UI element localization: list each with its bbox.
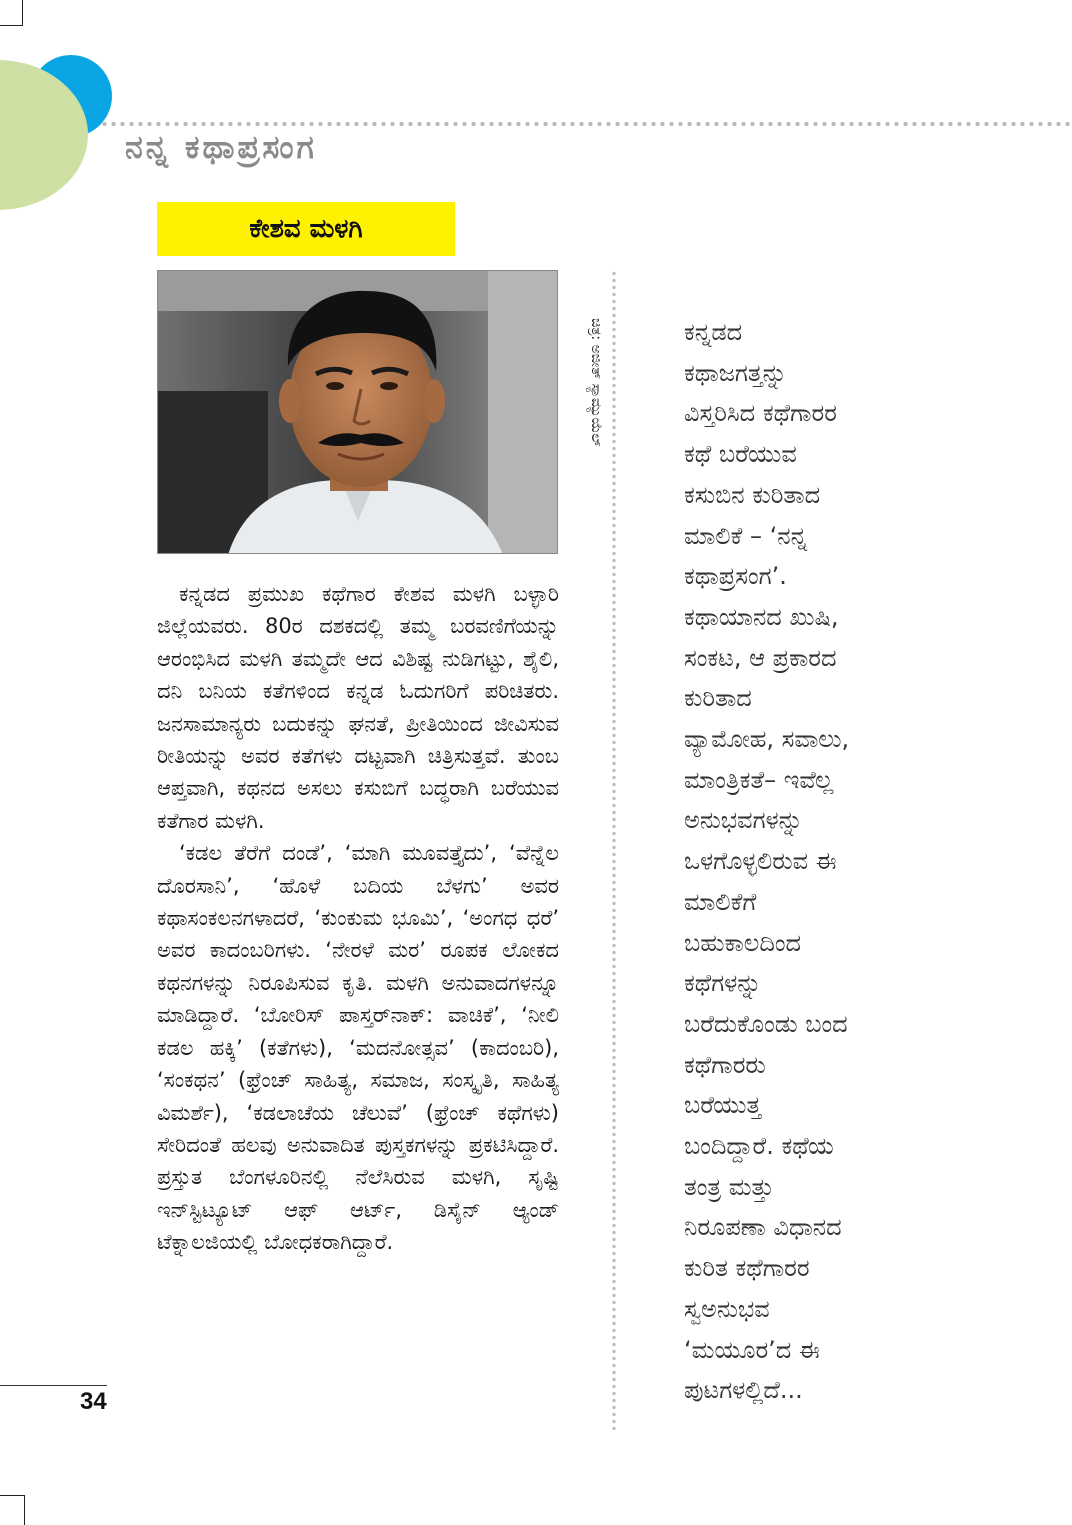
blurb-line: ಕಥೆಗಾರರು (684, 1050, 766, 1079)
blurb-line: ಮಾಲಿಕೆ – ‘ನನ್ನ (684, 521, 808, 550)
blurb-line: ಬಹುಕಾಲದಿಂದ (684, 928, 801, 957)
column-divider (612, 270, 616, 1430)
blurb-line: ‘ಮಯೂರ’ದ ಈ (684, 1335, 820, 1364)
section-title: ನನ್ನ ಕಥಾಪ್ರಸಂಗ (125, 128, 317, 166)
blurb-line: ಕಥೆಗಳನ್ನು (684, 969, 762, 998)
crop-mark-bottom-vertical (24, 1495, 25, 1525)
article-paragraph: ಕನ್ನಡದ ಪ್ರಮುಖ ಕಥೆಗಾರ ಕೇಶವ ಮಳಗಿ ಬಳ್ಳಾರಿ ಜಿಲ್ಲೆಯವರು. 80ರ ದಶಕದಲ್ಲಿ ತಮ್ಮ ಬರವಣಿಗೆಯನ್ನು ಆರಂಭಿಸಿದ ಮಳಗಿ ತಮ್ಮದೇ ಆದ ವಿಶಿಷ್ಟ ನುಡಿಗಟ್ಟು, ಶೈಲಿ, ದನಿ ಬನಿಯ ಕತೆಗಳಿಂದ ಕನ್ನಡ ಓದುಗರಿಗೆ ಪರಿಚಿತರು. ಜನಸಾಮಾನ್ಯರು ಬದುಕನ್ನು ಘನತೆ, ಪ್ರೀತಿಯಿಂದ ಜೀವಿಸುವ ರೀತಿಯನ್ನು ಅವರ ಕತೆಗಳು ದಟ್ಟವಾಗಿ ಚಿತ್ರಿಸುತ್ತವೆ. ತುಂಬ ಆಪ್ತವಾಗಿ, ಕಥನದ ಅಸಲು ಕಸುಬಿಗೆ ಬದ್ಧರಾಗಿ ಬರೆಯುವ ಕತೆಗಾರ ಮಳಗಿ. (157, 582, 559, 833)
blurb-line: ಸಂಕಟ, ಆ ಪ್ರಕಾರದ (684, 643, 837, 672)
blurb-line: ನಿರೂಪಣಾ ವಿಧಾನದ (684, 1213, 842, 1242)
photo-credit (578, 318, 604, 508)
blurb-line: ಕಸುಬಿನ ಕುರಿತಾದ (684, 480, 821, 509)
blurb-line: ಕನ್ನಡದ (684, 318, 743, 346)
article-paragraph: ‘ಕಡಲ ತೆರೆಗೆ ದಂಡೆ’, ‘ಮಾಗಿ ಮೂವತ್ತೈದು’, ‘ವೆನ್ನೆಲ ದೊರಸಾನಿ’, ‘ಹೊಳೆ ಬದಿಯ ಬೆಳಗು’ ಅವರ ಕಥಾಸಂಕಲನಗಳಾದರೆ, ‘ಕುಂಕುಮ ಭೂಮಿ’, ‘ಅಂಗಧ ಧರೆ’ ಅವರ ಕಾದಂಬರಿಗಳು. ‘ನೇರಳೆ ಮರ’ ರೂಪಕ ಲೋಕದ ಕಥನಗಳನ್ನು ನಿರೂಪಿಸುವ ಕೃತಿ. ಮಳಗಿ ಅನುವಾದಗಳನ್ನೂ ಮಾಡಿದ್ದಾರೆ. ‘ಬೋರಿಸ್ ಪಾಸ್ತರ್‌ನಾಕ್: ವಾಚಿಕೆ’, ‘ನೀಲಿ ಕಡಲ ಹಕ್ಕಿ’ (ಕತೆಗಳು), ‘ಮದನೋತ್ಸವ’ (ಕಾದಂಬರಿ), ‘ಸಂಕಥನ’ (ಫ್ರೆಂಚ್ ಸಾಹಿತ್ಯ, ಸಮಾಜ, ಸಂಸ್ಕೃತಿ, ಸಾಹಿತ್ಯ ವಿಮರ್ಶೆ), ‘ಕಡಲಾಚೆಯ ಚೆಲುವೆ’ (ಫ್ರೆಂಚ್ ಕಥೆಗಳು) ಸೇರಿದಂತೆ ಹಲವು ಅನುವಾದಿತ ಪುಸ್ತಕಗಳನ್ನು ಪ್ರಕಟಿಸಿದ್ದಾರೆ. ಪ್ರಸ್ತುತ ಬೆಂಗಳೂರಿನಲ್ಲಿ ನೆಲೆಸಿರುವ ಮಳಗಿ, ಸೃಷ್ಟಿ ಇನ್‌ಸ್ಟಿಟ್ಯೂಟ್ ಆಫ್ ಆರ್ಟ್, ಡಿಸೈನ್ ಆ್ಯಂಡ್ ಟೆಕ್ನಾಲಜಿಯಲ್ಲಿ ಬೋಧಕರಾಗಿದ್ದಾರೆ. (157, 841, 559, 1255)
series-intro-blurb (684, 312, 954, 1411)
blurb-line: ಕಥಾಜಗತ್ತನ್ನು (684, 358, 787, 387)
crop-mark-top (22, 0, 23, 26)
author-photo (157, 270, 558, 554)
author-name: ಕೇಶವ ಮಳಗಿ (249, 214, 363, 244)
page-number: 34 (80, 1388, 107, 1415)
blurb-line: ಪುಟಗಳಲ್ಲಿದೆ... (684, 1376, 803, 1405)
blurb-line: ಅನುಭವಗಳನ್ನು (684, 806, 803, 835)
blurb-line: ಬಂದಿದ್ದಾರೆ. ಕಥೆಯ (684, 1132, 834, 1161)
author-portrait-illustration (158, 271, 558, 554)
blurb-line: ಸ್ವಅನುಭವ (684, 1294, 770, 1323)
blurb-line: ಕಥೆ ಬರೆಯುವ (684, 440, 797, 469)
blurb-line: ಮಾಲಿಕೆಗೆ (684, 887, 757, 916)
blurb-line: ವ್ಯಾಮೋಹ, ಸವಾಲು, (684, 725, 850, 754)
photo-credit-text: ಚಿತ್ರ: ಅಜೀತ್ ಸ್ಯಾಮ್ಯುಯೆಲ್ (588, 318, 604, 447)
blurb-line: ತಂತ್ರ ಮತ್ತು (684, 1172, 774, 1201)
crop-mark-bottom (0, 1495, 25, 1496)
blurb-line: ಒಳಗೊಳ್ಳಲಿರುವ ಈ (684, 847, 837, 876)
page-number-rule (0, 1385, 107, 1386)
crop-mark-top-horizontal (0, 25, 23, 26)
blurb-line: ಬರೆದುಕೊಂಡು ಬಂದ (684, 1009, 848, 1038)
header-dotted-rule (100, 121, 1072, 127)
author-name-banner (157, 202, 455, 256)
blurb-line: ಕುರಿತ ಕಥೆಗಾರರ (684, 1254, 810, 1283)
blurb-line: ಕಥಾಯಾನದ ಖುಷಿ, (684, 602, 839, 631)
blurb-line: ಕುರಿತಾದ (684, 684, 752, 713)
blurb-line: ಕಥಾಪ್ರಸಂಗ’. (684, 562, 787, 591)
article-body (157, 578, 559, 1259)
blurb-line: ಮಾಂತ್ರಿಕತೆ– ಇವೆಲ್ಲ (684, 765, 834, 794)
blurb-line: ಬರೆಯುತ್ತ (684, 1091, 762, 1120)
blurb-line: ವಿಸ್ತರಿಸಿದ ಕಥೆಗಾರರ (684, 399, 837, 428)
